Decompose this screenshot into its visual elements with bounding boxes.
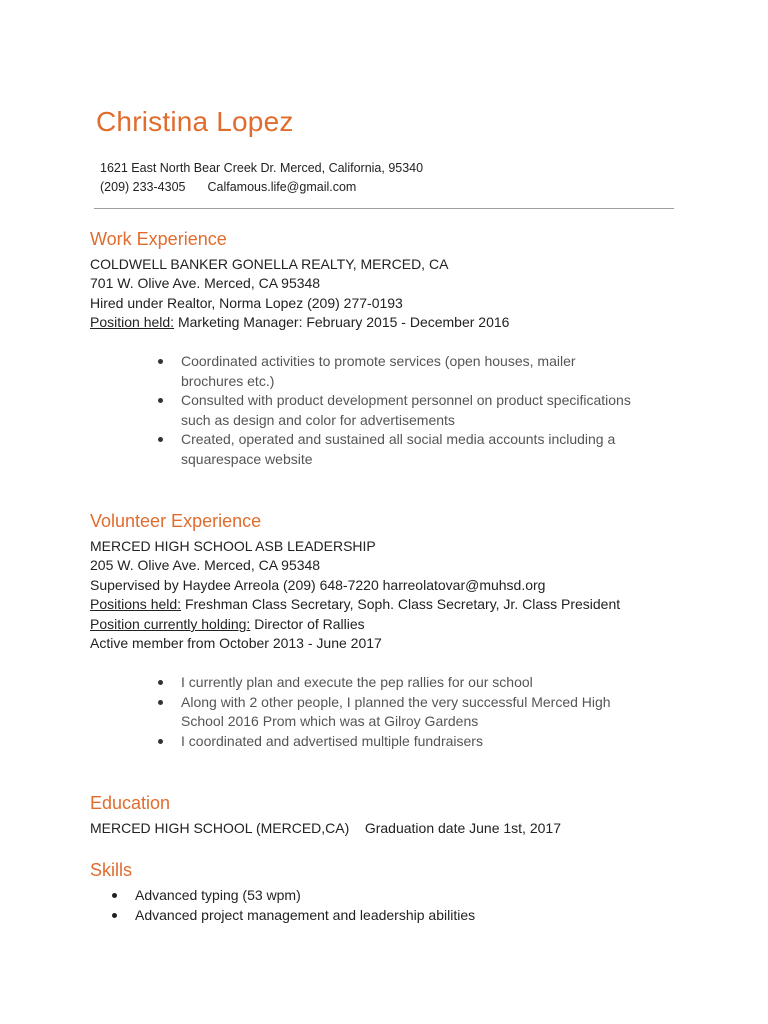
volunteer-positions-label: Positions held: — [90, 596, 182, 612]
work-position-value: Marketing Manager: February 2015 - December 2016 — [174, 314, 510, 330]
skills-list — [110, 886, 475, 925]
bullet-icon — [158, 739, 163, 744]
skill-text: Advanced typing (53 wpm) — [135, 887, 301, 903]
volunteer-current — [90, 616, 365, 632]
resume-name: Christina Lopez — [96, 106, 294, 137]
bullet-text: Along with 2 other people, I planned the very successful Merced High School 2016 Prom which was at Gilroy Gardens — [181, 693, 611, 729]
volunteer-bullet-list — [156, 673, 636, 751]
bullet-text: Created, operated and sustained all social media accounts including a squarespace website — [181, 431, 616, 467]
bullet-icon — [158, 700, 163, 705]
volunteer-active: Active member from October 2013 - June 2017 — [90, 635, 382, 651]
section-title-education: Education — [90, 793, 171, 813]
bullet-icon — [112, 913, 117, 918]
bullet-icon — [158, 680, 163, 685]
list-item — [110, 906, 475, 926]
section-title-volunteer: Volunteer Experience — [90, 511, 262, 531]
list-item — [156, 430, 636, 469]
bullet-icon — [158, 437, 163, 442]
work-position-label: Position held: — [90, 314, 175, 330]
education-line: MERCED HIGH SCHOOL (MERCED,CA) Graduation date June 1st, 2017 — [90, 820, 561, 836]
list-item — [156, 673, 636, 693]
contact-email: Calfamous.life@gmail.com — [207, 180, 357, 194]
contact-phone: (209) 233-4305 — [100, 180, 186, 194]
bullet-icon — [158, 359, 163, 364]
contact-line — [100, 180, 356, 194]
section-title-work: Work Experience — [90, 229, 227, 249]
work-address: 701 W. Olive Ave. Merced, CA 95348 — [90, 275, 321, 291]
list-item — [156, 693, 636, 732]
list-item — [156, 732, 636, 752]
work-hired: Hired under Realtor, Norma Lopez (209) 277-0193 — [90, 295, 403, 311]
bullet-text: I coordinated and advertised multiple fundraisers — [181, 732, 483, 749]
bullet-text: I currently plan and execute the pep rallies for our school — [181, 674, 533, 690]
volunteer-org: MERCED HIGH SCHOOL ASB LEADERSHIP — [90, 538, 376, 554]
work-bullet-list — [156, 352, 636, 469]
list-item — [156, 352, 636, 391]
bullet-text: Consulted with product development personnel on product specifications such as design and color for advertisements — [181, 392, 631, 428]
work-employer: COLDWELL BANKER GONELLA REALTY, MERCED, CA — [90, 256, 449, 272]
volunteer-positions — [90, 596, 620, 612]
list-item — [156, 391, 636, 430]
bullet-text: Coordinated activities to promote services (open houses, mailer brochures etc.) — [181, 353, 576, 389]
volunteer-current-label: Position currently holding: — [90, 616, 251, 632]
volunteer-positions-value: Freshman Class Secretary, Soph. Class Secretary, Jr. Class President — [181, 596, 621, 612]
bullet-icon — [158, 398, 163, 403]
volunteer-address: 205 W. Olive Ave. Merced, CA 95348 — [90, 557, 321, 573]
list-item — [110, 886, 475, 906]
bullet-icon — [112, 893, 117, 898]
contact-address: 1621 East North Bear Creek Dr. Merced, California, 95340 — [100, 161, 424, 175]
volunteer-supervisor: Supervised by Haydee Arreola (209) 648-7220 harreolatovar@muhsd.org — [90, 577, 546, 593]
volunteer-current-value: Director of Rallies — [250, 616, 365, 632]
section-title-skills: Skills — [90, 860, 133, 880]
work-position — [90, 314, 509, 330]
skill-text: Advanced project management and leadership abilities — [135, 906, 476, 923]
header-divider — [94, 208, 674, 209]
